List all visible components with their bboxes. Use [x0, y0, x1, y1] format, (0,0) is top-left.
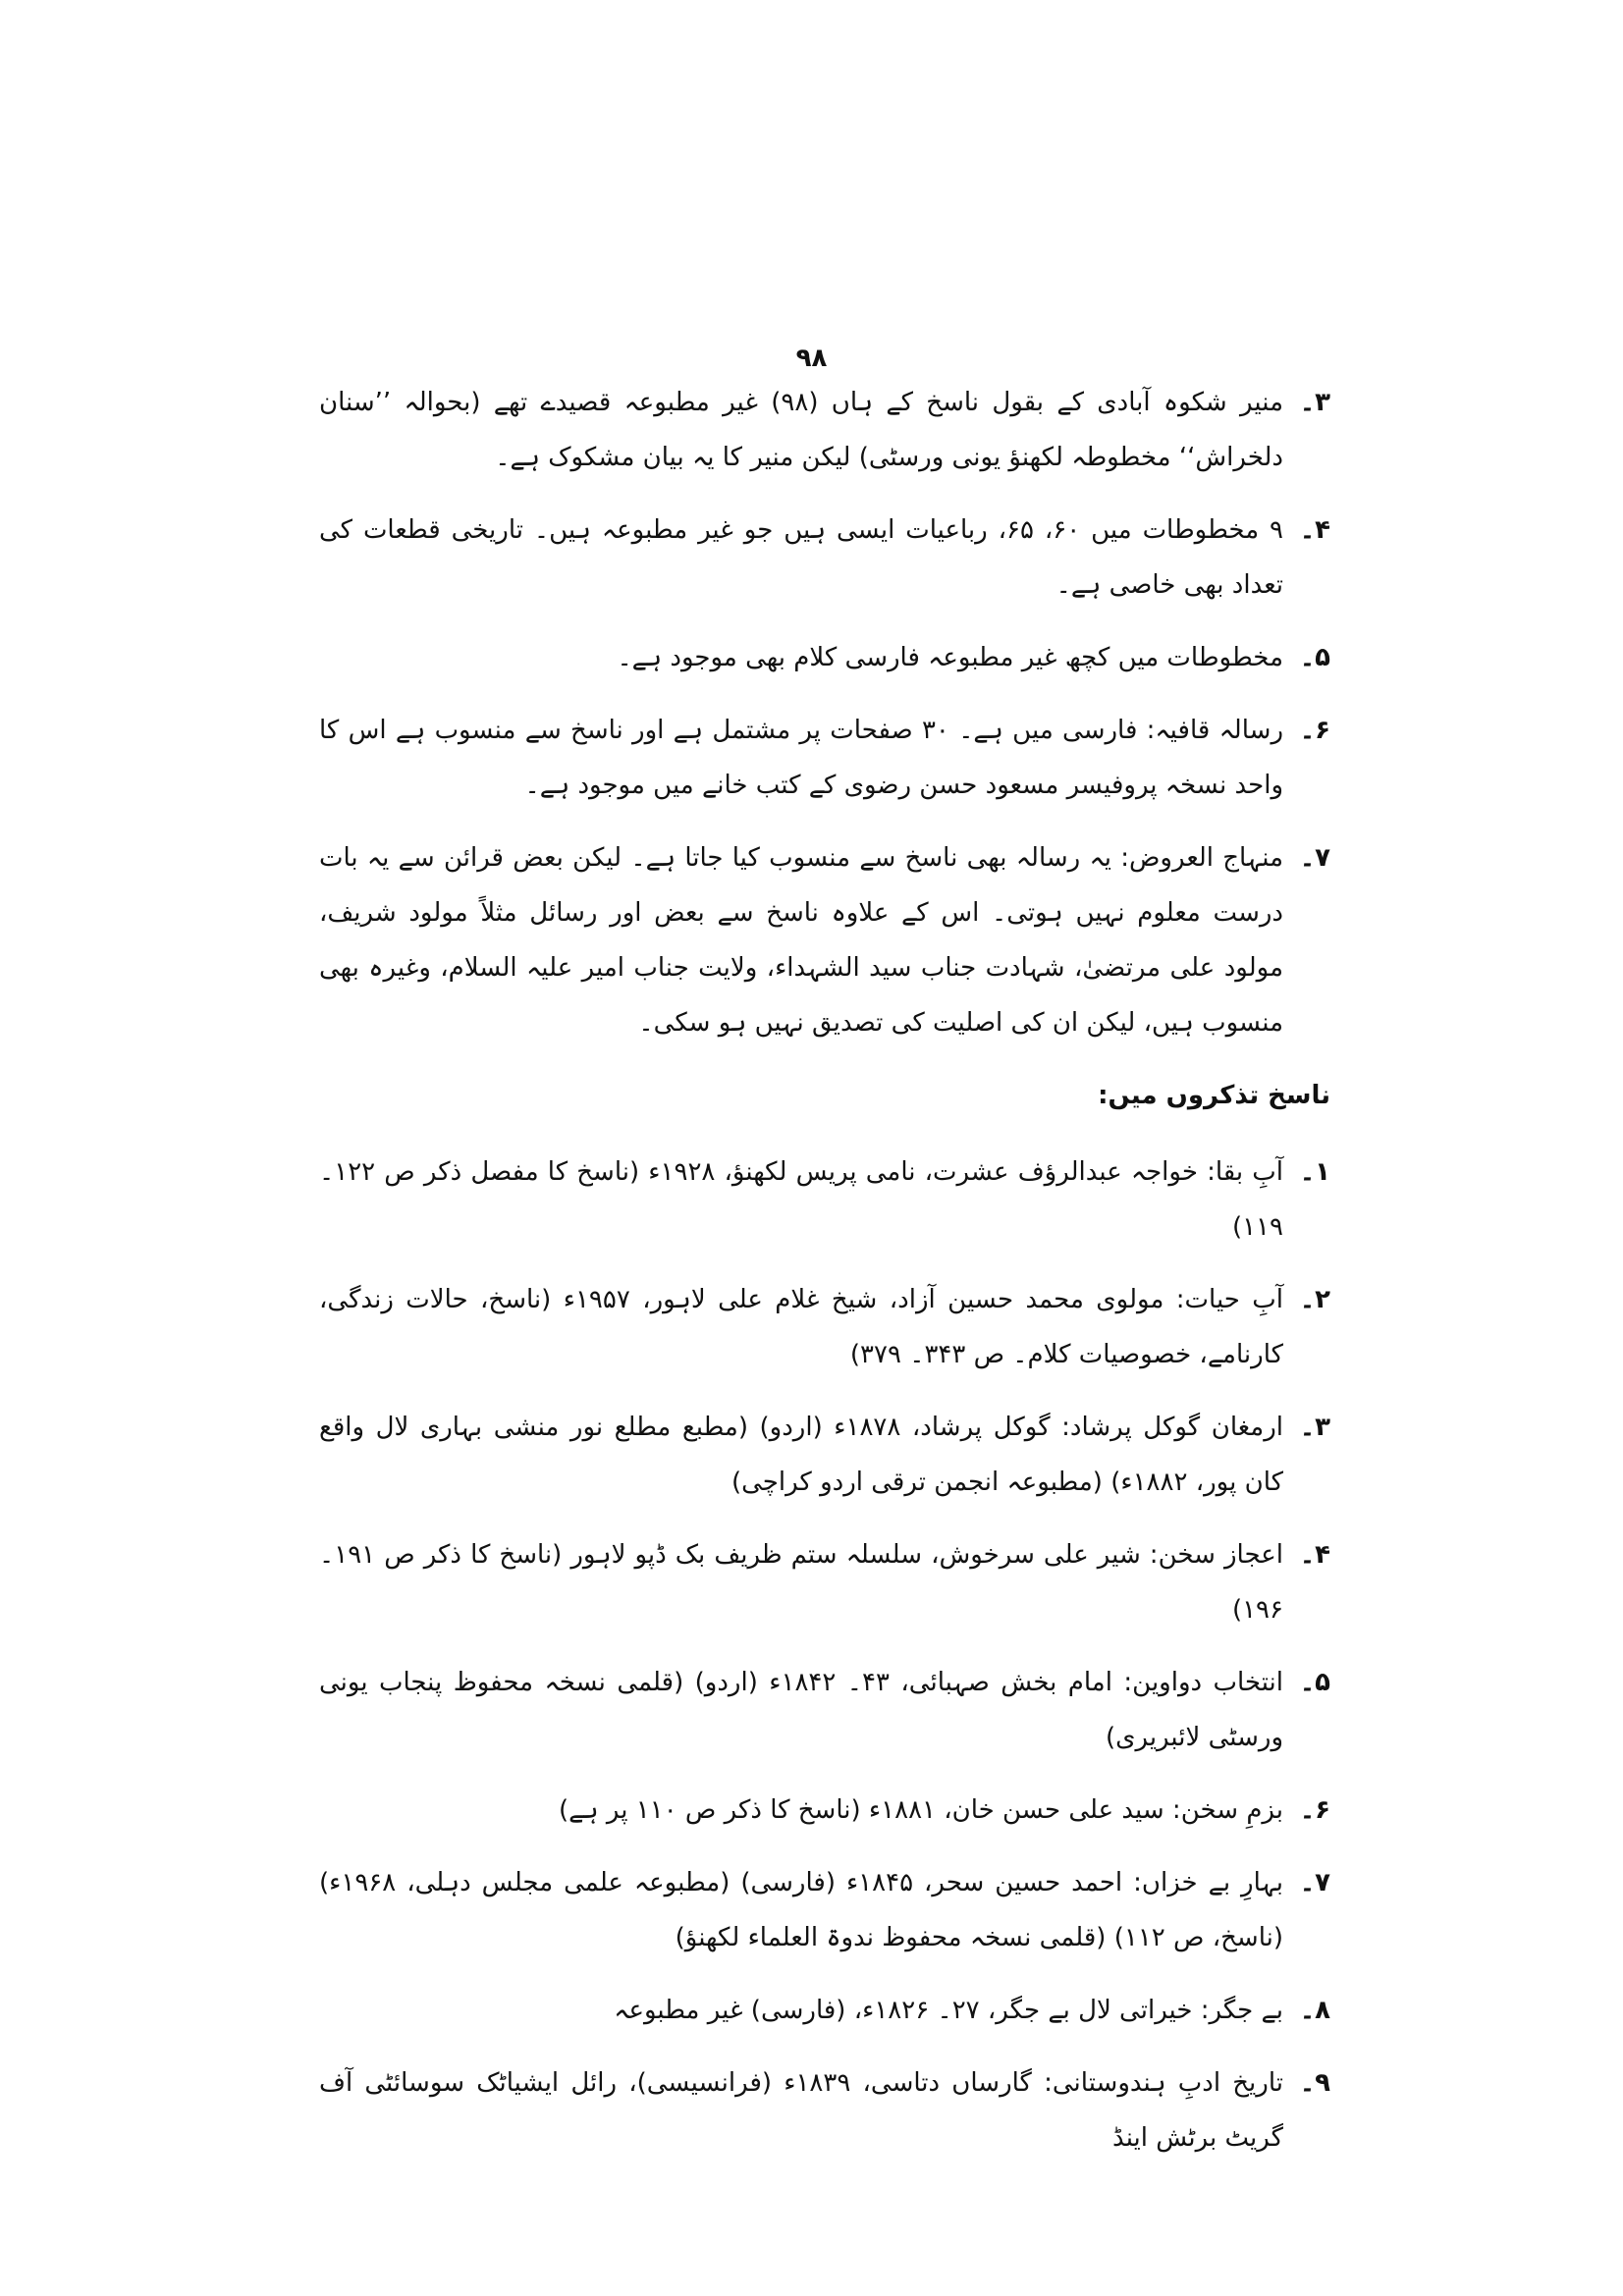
item-number: ۹۔	[1299, 2068, 1330, 2098]
item-text: انتخاب دواوین: امام بخش صہبائی، ۴۳۔ ۱۸۴۲ء (اردو) (قلمی نسخہ محفوظ پنجاب یونی ورسٹی لائبریری)	[319, 1668, 1284, 1752]
item-number: ۳۔	[1299, 1413, 1330, 1442]
item-number: ۴۔	[1299, 1540, 1330, 1570]
item-text: آبِ حیات: مولوی محمد حسین آزاد، شیخ غلام علی لاہور، ۱۹۵۷ء (ناسخ، حالات زندگی، کارنامے، خصوصیات کلام۔ ص ۳۴۳۔ ۳۷۹)	[319, 1285, 1283, 1369]
item-number: ۵۔	[1299, 1668, 1330, 1697]
list-item	[319, 1527, 1330, 1637]
list-item	[319, 1272, 1330, 1382]
item-number: ۶۔	[1299, 1795, 1330, 1825]
list-item	[319, 630, 1330, 685]
list-item	[319, 703, 1330, 813]
list-item	[319, 830, 1330, 1050]
item-text: ارمغان گوکل پرشاد: گوکل پرشاد، ۱۸۷۸ء (اردو) (مطبع مطلع نور منشی بہاری لال واقع کان پور، ۱۸۸۲ء) (مطبوعہ انجمن ترقی اردو کراچی)	[319, 1413, 1283, 1497]
item-text: آبِ بقا: خواجہ عبدالرؤف عشرت، نامی پریس لکھنؤ، ۱۹۲۸ء (ناسخ کا مفصل ذکر ص ۱۲۲۔ ۱۱۹)	[319, 1157, 1283, 1242]
list-item	[319, 503, 1330, 613]
item-number: ۳۔	[1299, 388, 1330, 417]
item-text: منہاج العروض: یہ رسالہ بھی ناسخ سے منسوب کیا جاتا ہے۔ لیکن بعض قرائن سے یہ بات درست معلوم نہیں ہوتی۔ اس کے علاوہ ناسخ سے بعض اور رسائل مثلاً مولود شریف، مولود علی مرتضیٰ، شہادت جناب سید الشہداء، ولایت جناب امیر علیہ السلام، وغیرہ بھی منسوب ہیں، لیکن ان کی اصلیت کی تصدیق نہیں ہو سکی۔	[319, 843, 1283, 1038]
item-text: بزمِ سخن: سید علی حسن خان، ۱۸۸۱ء (ناسخ کا ذکر ص ۱۱۰ پر ہے)	[559, 1795, 1283, 1825]
item-text: بے جگر: خیراتی لال بے جگر، ۲۷۔ ۱۸۲۶ء، (فارسی) غیر مطبوعہ	[614, 1996, 1283, 2025]
item-text: مخطوطات میں کچھ غیر مطبوعہ فارسی کلام بھی موجود ہے۔	[617, 643, 1283, 672]
list-item	[319, 1983, 1330, 2038]
item-number: ۶۔	[1299, 716, 1330, 745]
item-number: ۸۔	[1299, 1996, 1330, 2025]
list-item	[319, 1400, 1330, 1510]
list-item	[319, 2056, 1330, 2165]
item-number: ۴۔	[1299, 515, 1330, 545]
item-text: منیر شکوہ آبادی کے بقول ناسخ کے ہاں (۹۸) غیر مطبوعہ قصیدے تھے (بحوالہ ’’سنان دلخراش‘‘ مخطوطہ لکھنؤ یونی ورسٹی) لیکن منیر کا یہ بیان مشکوک ہے۔	[319, 388, 1283, 472]
tazkira-list	[319, 1145, 1330, 2165]
item-text: تاریخ ادبِ ہندوستانی: گارساں دتاسی، ۱۸۳۹ء (فرانسیسی)، رائل ایشیاٹک سوسائٹی آف گریٹ برٹش اینڈ	[319, 2068, 1284, 2153]
item-text: ۹ مخطوطات میں ۶۰، ۶۵، رباعیات ایسی ہیں جو غیر مطبوعہ ہیں۔ تاریخی قطعات کی تعداد بھی خاصی ہے۔	[319, 515, 1284, 600]
item-text: بہارِ بے خزاں: احمد حسین سحر، ۱۸۴۵ء (فارسی) (مطبوعہ علمی مجلس دہلی، ۱۹۶۸ء) (ناسخ، ص ۱۱۲) (قلمی نسخہ محفوظ ندوۃ العلماء لکھنؤ)	[319, 1868, 1283, 1952]
list-item	[319, 375, 1330, 485]
item-number: ۵۔	[1299, 643, 1330, 672]
item-number: ۲۔	[1299, 1285, 1330, 1314]
list-item	[319, 1783, 1330, 1838]
section-heading: ناسخ تذکروں میں:	[1098, 1081, 1330, 1110]
item-number: ۷۔	[1299, 843, 1330, 873]
item-text: اعجاز سخن: شیر علی سرخوش، سلسلہ ستم ظریف بک ڈپو لاہور (ناسخ کا ذکر ص ۱۹۱۔ ۱۹۶)	[319, 1540, 1283, 1625]
list-item	[319, 1855, 1330, 1965]
page-content	[319, 375, 1330, 2183]
list-item	[319, 1145, 1330, 1255]
notes-list	[319, 375, 1330, 1050]
list-item	[319, 1655, 1330, 1765]
item-number: ۷۔	[1299, 1868, 1330, 1897]
page-number: ۹۸	[795, 344, 828, 373]
item-text: رسالہ قافیہ: فارسی میں ہے۔ ۳۰ صفحات پر مشتمل ہے اور ناسخ سے منسوب ہے اس کا واحد نسخہ پروفیسر مسعود حسن رضوی کے کتب خانے میں موجود ہے۔	[319, 716, 1283, 800]
item-number: ۱۔	[1299, 1157, 1330, 1187]
